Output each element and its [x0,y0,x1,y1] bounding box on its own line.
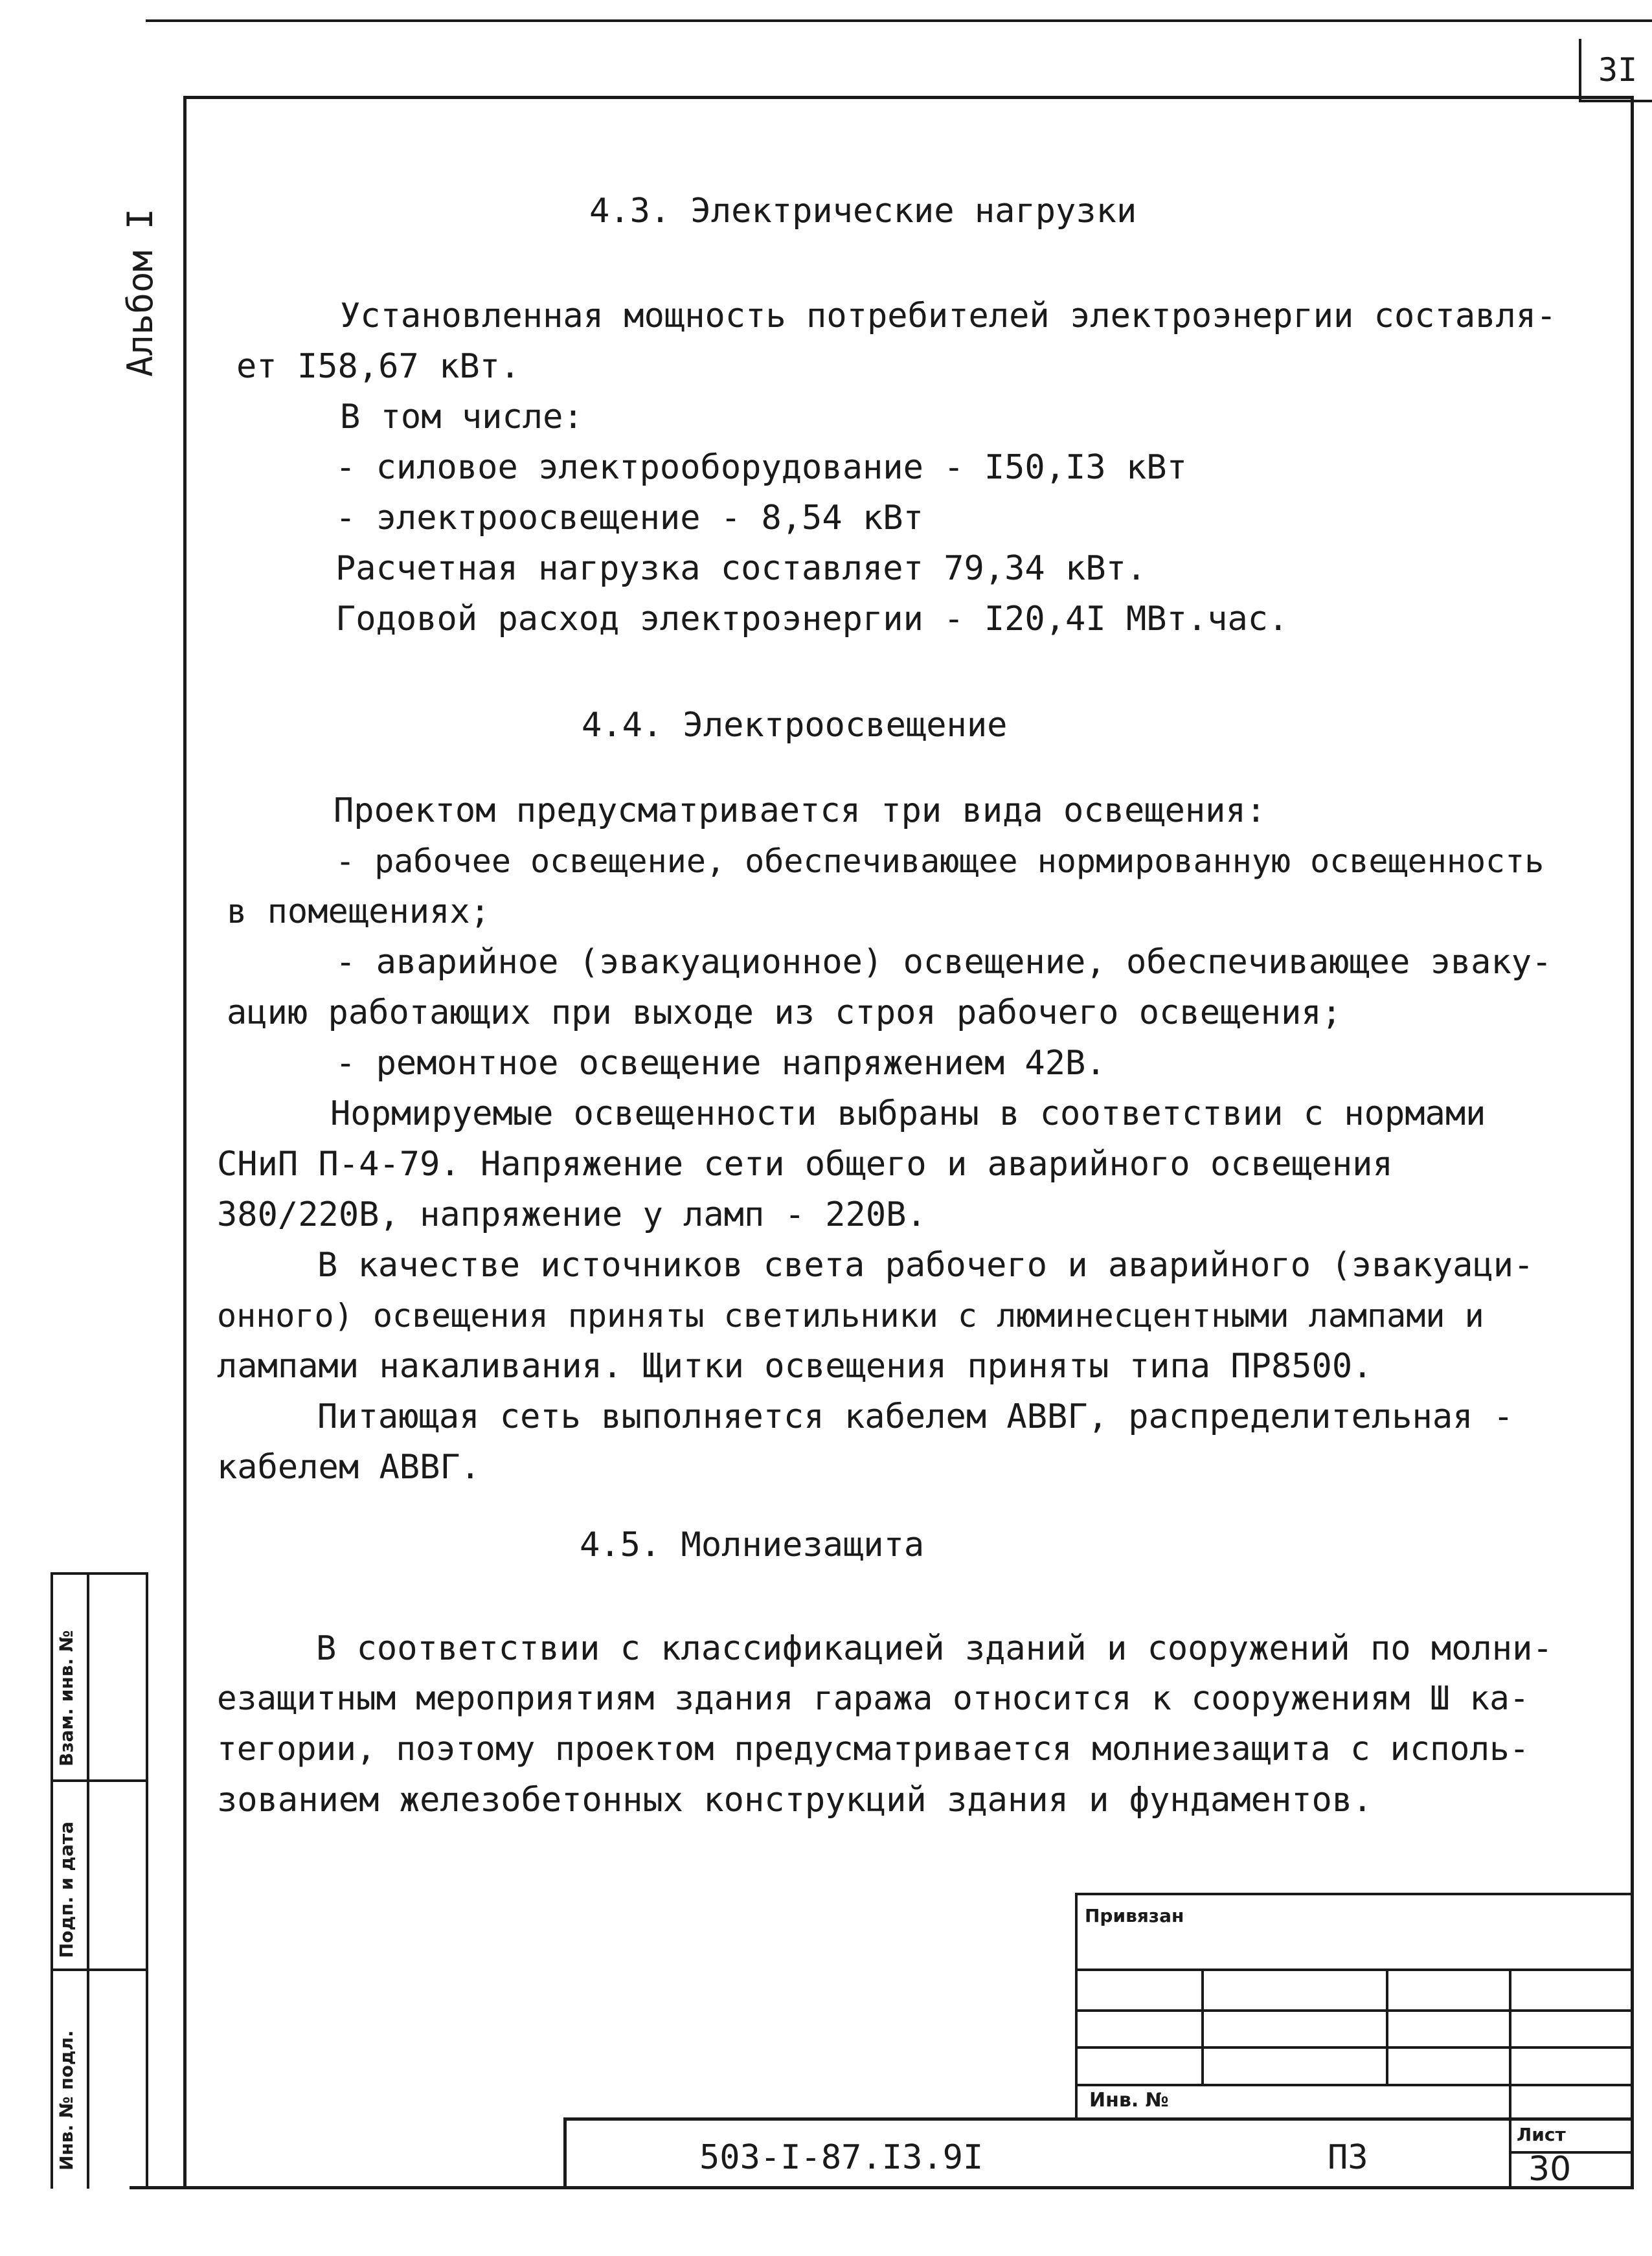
text-line: тегории, поэтому проектом предусматривается молниезащита с исполь- [217,1730,1530,1768]
text-line: - ремонтное освещение напряжением 42В. [335,1044,1106,1083]
text-line: - силовое электрооборудование - I50,I3 кВт [335,448,1187,487]
text-line: Годовой расход электроэнергии - I20,4I МВт.час. [335,600,1289,638]
tb-main-left [563,2117,567,2189]
top-rule [146,19,1652,22]
stamp-outer-left [51,1572,53,2189]
tb-row-2 [1075,2009,1633,2012]
heading-4-3: 4.3. Электрические нагрузки [589,192,1137,231]
album-label: Альбом I [120,208,161,377]
text-line: - аварийное (эвакуационное) освещение, обеспечивающее эваку- [335,943,1552,982]
frame-top [183,96,1634,99]
stamp-inv-label: Инв. № подл. [56,2030,77,2171]
stamp-right [146,1572,148,2189]
tb-main-top [563,2117,1633,2121]
tb-doc-type: ПЗ [1328,2138,1368,2177]
tb-code: 503-I-87.I3.9I [699,2138,984,2177]
text-line: ет I58,67 кВт. [236,347,521,386]
tb-sheet-number: 30 [1528,2150,1572,2189]
page-number: 3I [1598,51,1638,89]
text-line: Расчетная нагрузка составляет 79,34 кВт. [335,549,1147,588]
tb-col-1 [1201,1968,1204,2085]
text-line: лампами накаливания. Щитки освещения приняты типа ПР8500. [217,1347,1373,1386]
tb-top [1075,1893,1633,1895]
text-line: Установленная мощность потребителей электроэнергии составля- [340,297,1557,335]
text-line: зованием железобетонных конструкций здания и фундаментов. [217,1781,1373,1820]
page-box-left [1579,39,1581,101]
text-line: Нормируемые освещенности выбраны в соответствии с нормами [330,1094,1486,1133]
text-line: ацию работающих при выходе из строя рабочего освещения; [227,993,1342,1032]
stamp-div-2 [51,1968,148,1971]
tb-privyazan: Привязан [1085,1905,1184,1926]
stamp-vzam-label: Взам. инв. № [56,1630,77,1766]
stamp-inner [87,1572,89,2189]
stamp-podp-label: Подп. и дата [56,1821,77,1958]
text-line: Питающая сеть выполняется кабелем АВВГ, распределительная - [317,1397,1514,1436]
text-line: Проектом предусматривается три вида освещения: [334,791,1267,830]
frame-left [183,96,187,2189]
page-box-bottom [1579,100,1652,102]
text-line: в помещениях; [227,892,490,931]
text-line: СНиП П-4-79. Напряжение сети общего и аварийного освещения [217,1145,1393,1184]
text-line: В соответствии с классификацией зданий и сооружений по молни- [316,1629,1553,1668]
tb-row-3 [1075,2046,1633,2049]
stamp-div-1 [51,1779,148,1782]
frame-right [1631,96,1634,2189]
heading-4-5: 4.5. Молниезащита [580,1526,925,1564]
text-line: - рабочее освещение, обеспечивающее нормированную освещенность [335,842,1545,880]
text-line: онного) освещения приняты светильники с люминесцентными лампами и [217,1297,1484,1335]
text-line: В качестве источников света рабочего и аварийного (эвакуаци- [317,1246,1534,1285]
stamp-top [51,1572,148,1575]
tb-row-4 [1075,2084,1633,2086]
tb-row-1 [1075,1968,1633,1971]
text-line: кабелем АВВГ. [217,1448,481,1487]
tb-sheet-label: Лист [1517,2124,1566,2145]
tb-inv-no: Инв. № [1089,2089,1169,2112]
text-line: 380/220В, напряжение у ламп - 220В. [217,1195,927,1234]
heading-4-4: 4.4. Электроосвещение [582,706,1008,745]
frame-bottom [130,2186,1634,2189]
text-line: В том числе: [340,398,583,436]
tb-col-2 [1386,1968,1388,2085]
text-line: езащитным мероприятиям здания гаража относится к сооружениям Ш ка- [217,1680,1530,1718]
text-line: - электроосвещение - 8,54 кВт [335,499,923,537]
